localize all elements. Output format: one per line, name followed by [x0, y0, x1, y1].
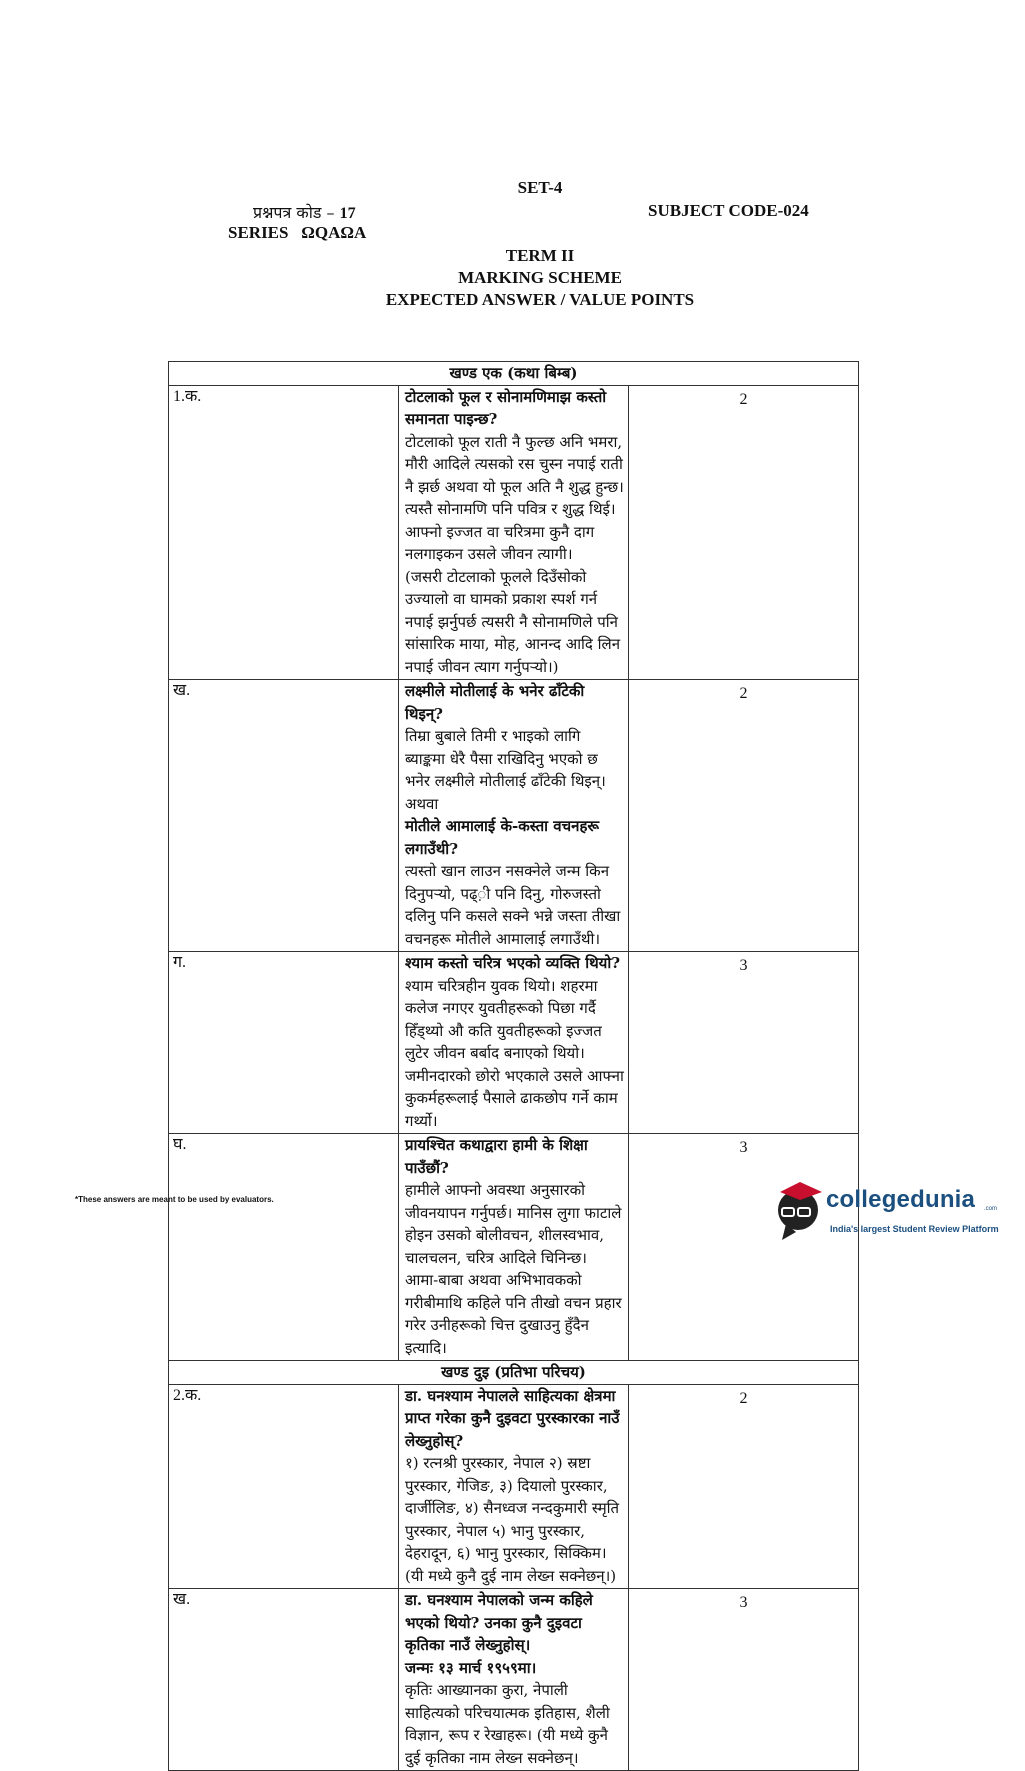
marks: 2	[629, 385, 859, 680]
question-cell	[399, 1384, 629, 1589]
question-cell	[399, 1134, 629, 1361]
marks: 3	[629, 952, 859, 1134]
table-row	[169, 952, 859, 1134]
question-number: ख.	[169, 1589, 399, 1771]
series: SERIES ΩQAΩA	[228, 223, 367, 242]
question-text: लक्ष्मीले मोतीलाई के भनेर ढाँटेकी थिइन्?	[405, 682, 585, 723]
subject-code: SUBJECT CODE-024	[648, 201, 809, 220]
question-text: मोतीले आमालाई के-कस्ता वचनहरू लगाउँथी?	[405, 817, 600, 858]
answer-note: (जसरी टोटलाको फूलले दिउँसोको उज्यालो वा घामको प्रकाश स्पर्श गर्न नपाई झर्नुपर्छ त्यसरी नै सोनामणिले पनि सांसारिक माया, मोह, आनन्द आदि लिन नपाई जीवन त्याग गर्नुपर्‍यो।)	[405, 567, 621, 676]
question-text: प्रायश्चित कथाद्वारा हामी के शिक्षा पाउँछौं?	[405, 1136, 588, 1177]
answer-text: त्यस्तो खान लाउन नसक्नेले जन्म किन दिनुपर्‍यो, पढ्‌़ी पनि दिनु, गोरुजस्तो दलिनु पनि कसले सक्ने भन्ने जस्ता तीखा वचनहरू मोतीले आमालाई लगाउँथी।	[405, 862, 621, 948]
paper-code-value: 17	[339, 205, 356, 222]
section-header	[169, 1361, 859, 1385]
term: TERM II	[505, 246, 575, 265]
marks: 2	[629, 680, 859, 952]
answer-text: कृतिः आख्यानका कुरा, नेपाली साहित्यको परिचयात्मक इतिहास, शैली विज्ञान, रूप र रेखाहरू। (यी मध्ये कुनै दुई कृतिका नाम लेख्न सक्नेछन्।	[405, 1681, 610, 1767]
logo-domain: .com	[984, 1206, 998, 1212]
marks: 3	[629, 1589, 859, 1771]
question-number: घ.	[169, 1134, 399, 1361]
question-number: ग.	[169, 952, 399, 1134]
answer-text: १) रत्नश्री पुरस्कार, नेपाल २) स्रष्टा पुरस्कार, गेजिङ, ३) दियालो पुरस्कार, दार्जीलिङ, ४) सैनध्वज नन्दकुमारी स्मृति पुरस्कार, नेपाल ५) भानु पुरस्कार, देहरादून, ६) भानु पुरस्कार, सिक्किम।	[405, 1454, 620, 1562]
question-number: ख.	[169, 680, 399, 952]
question-number: 2.क.	[169, 1384, 399, 1589]
question-cell	[399, 385, 629, 680]
marks: 3	[629, 1134, 859, 1361]
question-text: श्याम कस्तो चरित्र भएको व्यक्ति थियो?	[405, 954, 621, 972]
answer-text: हामीले आफ्नो अवस्था अनुसारको जीवनयापन गर्नुपर्छ। मानिस लुगा फाटाले होइन उसको बोलीवचन, शीलस्वभाव, चालचलन, चरित्र आदिले चिनिन्छ। आमा-बाबा अथवा अभिभावकको गरीबीमाथि कहिले पनि तीखो वचन प्रहार गरेर उनीहरूको चित्त दुखाउनु हुँदैन इत्यादि।	[405, 1181, 622, 1357]
marks: 2	[629, 1384, 859, 1589]
marking-scheme-title: MARKING SCHEME	[458, 268, 622, 287]
question-number: 1.क.	[169, 385, 399, 680]
table-row	[169, 1589, 859, 1771]
section-header	[169, 362, 859, 386]
set-number: SET-4	[517, 178, 563, 197]
table-row	[169, 385, 859, 680]
logo-tagline: India's largest Student Review Platform	[830, 1224, 999, 1234]
table-row	[169, 1134, 859, 1361]
answer-text: श्याम चरित्रहीन युवक थियो। शहरमा कलेज नगएर युवतीहरूको पिछा गर्दै हिँड्थ्यो औ कति युवतीहरूको इज्जत लुटेर जीवन बर्बाद बनाएको थियो। जमीनदारको छोरो भएकाले उसले आफ्ना कुकर्महरूलाई पैसाले ढाकछोप गर्ने काम गर्थ्यो।	[405, 976, 624, 1130]
birth-date: जन्मः १३ मार्च १९५९मा।	[405, 1658, 537, 1677]
logo-name: collegedunia	[826, 1186, 976, 1213]
question-cell	[399, 680, 629, 952]
question-cell	[399, 1589, 629, 1771]
answer-text: तिम्रा बुबाले तिमी र भाइको लागि ब्याङ्कमा धेरै पैसा राखिदिनु भएको छ भनेर लक्ष्मीले मोतीलाई ढाँटेकी थिइन्।	[405, 727, 606, 790]
section-title: खण्ड एक (कथा बिम्ब)	[169, 362, 859, 386]
answer-text: टोटलाको फूल राती नै फुल्छ अनि भमरा, मौरी आदिले त्यसको रस चुस्न नपाई राती नै झर्छ अथवा यो फूल अति नै शुद्ध हुन्छ। त्यस्तै सोनामणि पनि पवित्र र शुद्ध थिई। आफ्नो इज्जत वा चरित्रमा कुनै दाग नलगाइकन उसले जीवन त्यागी।	[405, 432, 624, 563]
paper-code-label: प्रश्नपत्र कोड –	[253, 203, 335, 222]
footnote: *These answers are meant to be used by evaluators.	[75, 1195, 274, 1204]
table-row	[169, 1384, 859, 1589]
expected-answer-title: EXPECTED ANSWER / VALUE POINTS	[385, 290, 695, 309]
marking-table	[168, 361, 859, 1771]
question-text: टोटलाको फूल र सोनामणिमाझ कस्तो समानता पाइन्छ?	[405, 387, 607, 428]
table-row	[169, 680, 859, 952]
question-cell	[399, 952, 629, 1134]
section-title: खण्ड दुइ (प्रतिभा परिचय)	[169, 1361, 859, 1385]
question-text: डा. घनश्याम नेपालले साहित्यका क्षेत्रमा प्राप्त गरेका कुनै दुइवटा पुरस्कारका नाउँ लेख्नुहोस्?	[405, 1386, 620, 1450]
question-text: डा. घनश्याम नेपालको जन्म कहिले भएको थियो? उनका कुनै दुइवटा कृतिका नाउँ लेख्नुहोस्।	[405, 1591, 593, 1654]
answer-note: (यी मध्ये कुनै दुई नाम लेख्न सक्नेछन्।)	[405, 1566, 617, 1585]
paper-code	[253, 201, 356, 223]
or-label: अथवा	[405, 794, 439, 813]
